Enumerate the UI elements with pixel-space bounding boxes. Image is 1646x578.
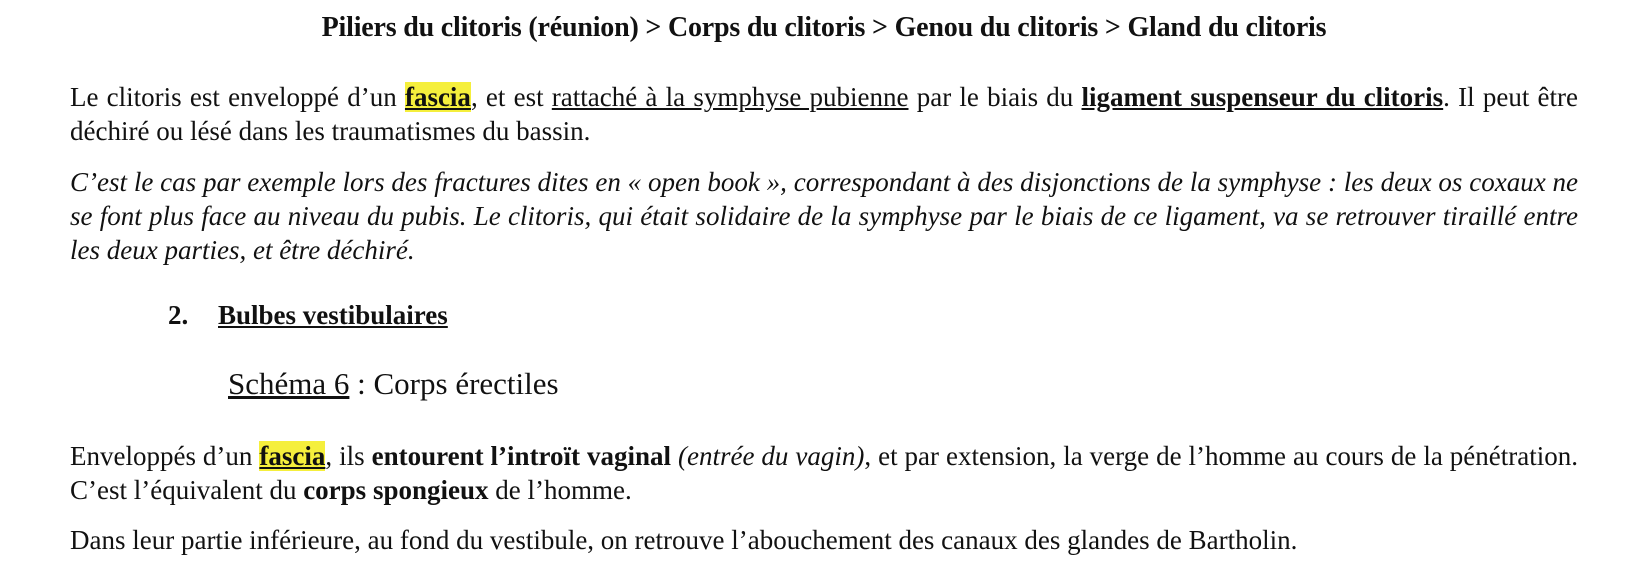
schema-title: : Corps érectiles <box>349 366 559 401</box>
section-heading <box>168 300 448 331</box>
text-run: de l’homme. <box>488 475 632 505</box>
highlighted-term-fascia: fascia <box>259 441 326 471</box>
section-number: 2. <box>168 300 189 330</box>
text-run: Le clitoris est enveloppé d’un <box>70 82 405 112</box>
schema-caption <box>228 366 559 402</box>
bold-term-corps-spongieux: corps spongieux <box>303 475 489 505</box>
highlighted-term-fascia: fascia <box>404 82 471 112</box>
text-run: par le biais du <box>908 82 1082 112</box>
text-run: , et est <box>470 82 552 112</box>
anatomy-path-heading: Piliers du clitoris (réunion) > Corps du clitoris > Genou du clitoris > Gland du clitoris <box>321 12 1327 43</box>
bold-phrase-introit: entourent l’introït vaginal <box>371 441 672 471</box>
italic-phrase-vagin: (entrée du vagin) <box>678 441 865 471</box>
text-run: Enveloppés d’un <box>70 441 260 471</box>
text-run: , ils <box>325 441 372 471</box>
paragraph-fascia-ligament <box>70 80 1578 148</box>
section-title: Bulbes vestibulaires <box>218 300 448 330</box>
paragraph-bartholin: Dans leur partie inférieure, au fond du vestibule, on retrouve l’abouchement des canaux des glandes de Bartholin. <box>70 525 1298 555</box>
text-run: , et par extension, la verge de l’homme au cours de la pénétration. C’est l’équivalent du <box>70 441 1578 505</box>
text-run <box>671 441 678 471</box>
underlined-phrase: rattaché à la symphyse pubienne <box>551 82 909 112</box>
text-run: . Il peut être déchiré ou lésé dans les traumatismes du bassin. <box>70 82 1578 146</box>
paragraph-bulbes <box>70 439 1578 507</box>
schema-label: Schéma 6 <box>228 366 350 401</box>
bold-underlined-term-ligament: ligament suspenseur du clitoris <box>1081 82 1444 112</box>
italic-paragraph-open-book: C’est le cas par exemple lors des fractures dites en « open book », correspondant à des disjonctions de la symphyse : les deux os coxaux ne se font plus face au niveau du pubis. Le clitoris, qui était solidaire de la symphyse par le biais de ce ligament, va se retrouver tiraillé entre les deux parties, et être déchiré. <box>70 167 1578 265</box>
